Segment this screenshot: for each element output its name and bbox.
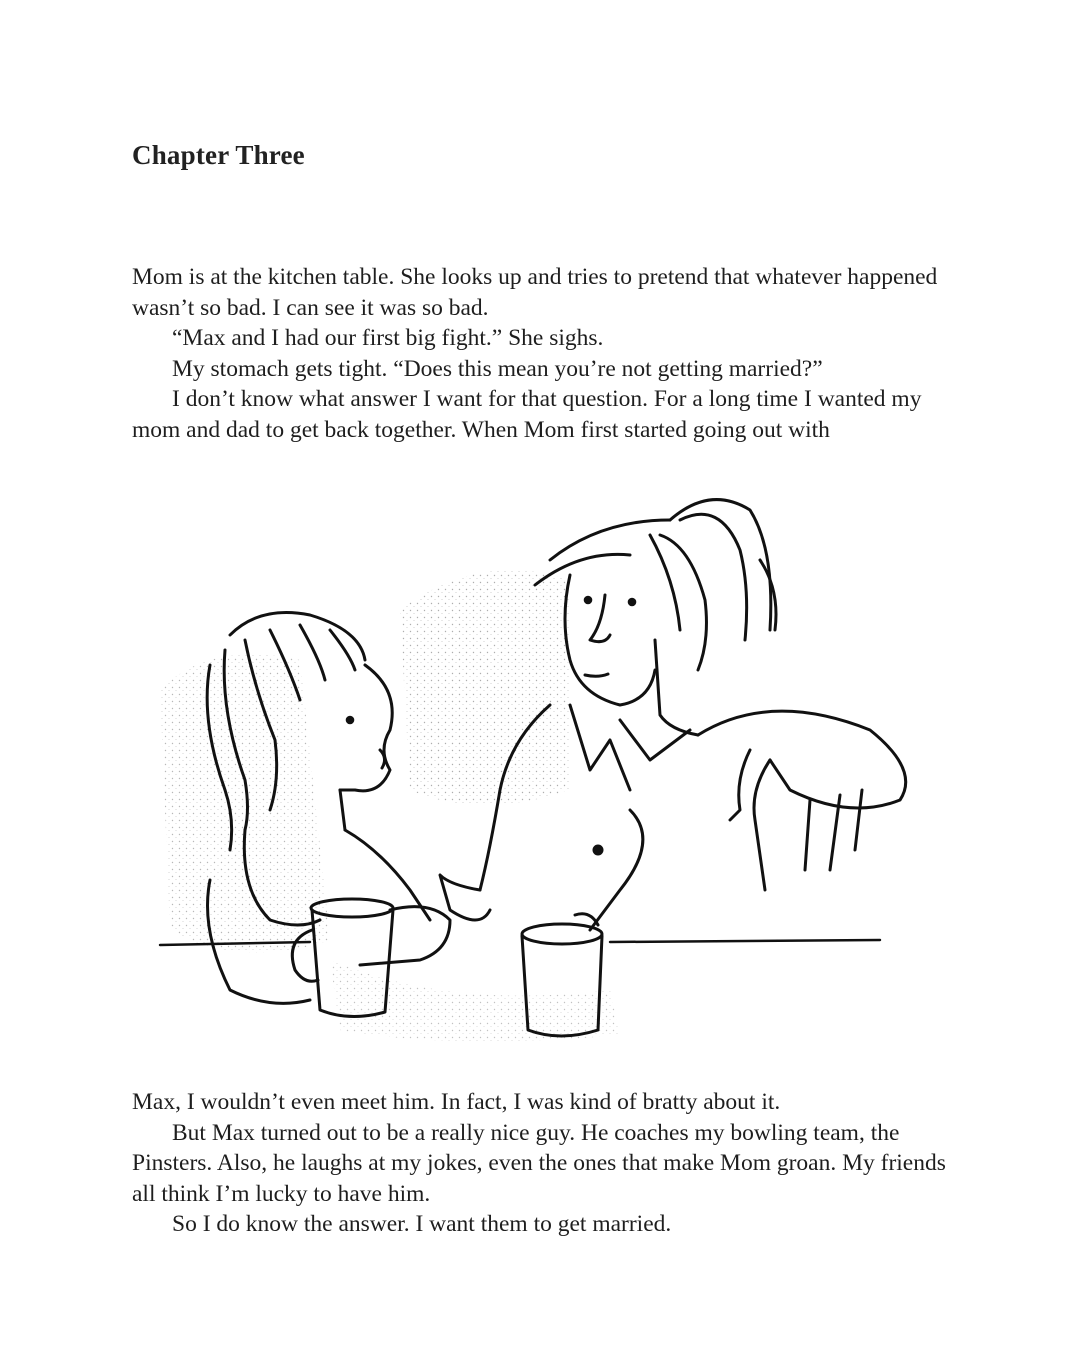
- girl-face: [340, 665, 392, 830]
- text-block-before-illustration: [132, 262, 952, 445]
- mom-face: [565, 575, 698, 735]
- paragraph: “Max and I had our first big fight.” She sighs.: [172, 325, 604, 351]
- paragraph: So I do know the answer. I want them to get married.: [172, 1211, 672, 1237]
- text-block-after-illustration: [132, 1087, 952, 1240]
- paragraph: My stomach gets tight. “Does this mean you’re not getting married?”: [172, 355, 823, 382]
- chapter-title: Chapter Three: [132, 140, 305, 170]
- kitchen-table-illustration: [150, 490, 940, 1050]
- paragraph: I don’t know what answer I want for that question. For a long time I wanted my mom and dad to get back together. When Mom first started going out with: [132, 386, 922, 443]
- paragraph: Max, I wouldn’t even meet him. In fact, I was kind of bratty about it.: [132, 1089, 781, 1115]
- paragraph: Mom is at the kitchen table. She looks up and tries to pretend that whatever happened wasn’t so bad. I can see it was so bad.: [132, 264, 938, 321]
- paragraph: But Max turned out to be a really nice guy. He coaches my bowling team, the Pinsters. Also, he laughs at my jokes, even the ones that make Mom groan. My friends all think I’m lucky to have him.: [132, 1119, 946, 1207]
